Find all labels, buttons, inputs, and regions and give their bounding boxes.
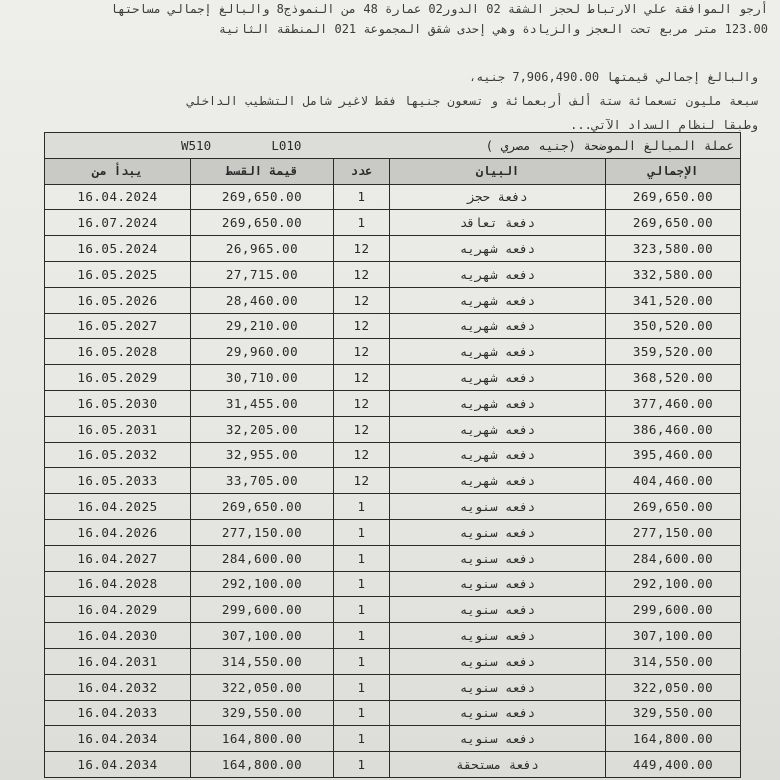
start-date-cell: 16.05.2027 xyxy=(45,313,191,339)
statement-cell: دفعه سنويه xyxy=(390,519,606,545)
installment-cell: 269,650.00 xyxy=(191,494,334,520)
count-cell: 1 xyxy=(334,597,390,623)
total-cell: 368,520.00 xyxy=(606,365,741,391)
intro-line-4: سبعة مليون تسعمائة ستة ألف أربعمائة و تسعون جنيها فقط لاغير شامل التشطيب الداخلي xyxy=(187,94,758,108)
count-cell: 1 xyxy=(334,210,390,236)
table-title-row xyxy=(45,133,741,159)
installment-cell: 30,710.00 xyxy=(191,365,334,391)
start-date-cell: 16.04.2030 xyxy=(45,623,191,649)
installment-cell: 31,455.00 xyxy=(191,390,334,416)
start-date-cell: 16.07.2024 xyxy=(45,210,191,236)
table-row xyxy=(45,287,741,313)
table-row xyxy=(45,752,741,778)
statement-cell: دفعه شهريه xyxy=(390,313,606,339)
total-cell: 292,100.00 xyxy=(606,571,741,597)
statement-cell: دفعه سنويه xyxy=(390,494,606,520)
installment-cell: 299,600.00 xyxy=(191,597,334,623)
count-cell: 12 xyxy=(334,468,390,494)
start-date-cell: 16.05.2033 xyxy=(45,468,191,494)
count-cell: 1 xyxy=(334,571,390,597)
start-date-cell: 16.04.2034 xyxy=(45,752,191,778)
start-date-cell: 16.04.2024 xyxy=(45,184,191,210)
statement-cell: دفعه شهريه xyxy=(390,442,606,468)
table-row xyxy=(45,468,741,494)
total-cell: 322,050.00 xyxy=(606,674,741,700)
intro-line-1: أرجو الموافقة علي الارتباط لحجز الشقة 02 الدور02 عمارة 48 من النموذج8 والبالغ إجمالي مساحتها xyxy=(110,2,768,16)
installment-cell: 292,100.00 xyxy=(191,571,334,597)
statement-cell: دفعه سنويه xyxy=(390,726,606,752)
count-cell: 1 xyxy=(334,519,390,545)
intro-line-3: والبالغ إجمالي قيمتها 7,906,490.00 جنيه، xyxy=(468,70,758,84)
installment-cell: 28,460.00 xyxy=(191,287,334,313)
table-body xyxy=(45,184,741,777)
total-cell: 341,520.00 xyxy=(606,287,741,313)
start-date-cell: 16.04.2033 xyxy=(45,700,191,726)
table-row xyxy=(45,545,741,571)
installment-cell: 277,150.00 xyxy=(191,519,334,545)
statement-cell: دفعه شهريه xyxy=(390,416,606,442)
statement-cell: دفعه شهريه xyxy=(390,236,606,262)
installment-cell: 33,705.00 xyxy=(191,468,334,494)
intro-line-5: وطبقا لنظام السداد الآتي... xyxy=(570,118,758,132)
unit-codes xyxy=(181,138,301,153)
table-row xyxy=(45,442,741,468)
installment-cell: 314,550.00 xyxy=(191,648,334,674)
count-cell: 1 xyxy=(334,494,390,520)
header-start-date: يبدأ من xyxy=(45,158,191,184)
start-date-cell: 16.04.2031 xyxy=(45,648,191,674)
currency-note: عملة المبالغ الموضحة (جنيه مصري ) xyxy=(485,137,734,153)
start-date-cell: 16.04.2029 xyxy=(45,597,191,623)
statement-cell: دفعه سنويه xyxy=(390,571,606,597)
total-cell: 314,550.00 xyxy=(606,648,741,674)
statement-cell: دفعه شهريه xyxy=(390,339,606,365)
total-cell: 284,600.00 xyxy=(606,545,741,571)
count-cell: 12 xyxy=(334,236,390,262)
count-cell: 12 xyxy=(334,416,390,442)
start-date-cell: 16.05.2028 xyxy=(45,339,191,365)
installment-cell: 27,715.00 xyxy=(191,261,334,287)
installment-cell: 164,800.00 xyxy=(191,752,334,778)
start-date-cell: 16.04.2032 xyxy=(45,674,191,700)
table-row xyxy=(45,571,741,597)
total-cell: 164,800.00 xyxy=(606,726,741,752)
start-date-cell: 16.05.2029 xyxy=(45,365,191,391)
statement-cell: دفعه شهريه xyxy=(390,468,606,494)
statement-cell: دفعه شهريه xyxy=(390,287,606,313)
table-row xyxy=(45,726,741,752)
total-cell: 269,650.00 xyxy=(606,494,741,520)
installment-cell: 284,600.00 xyxy=(191,545,334,571)
table-header-row xyxy=(45,158,741,184)
installment-cell: 26,965.00 xyxy=(191,236,334,262)
table-row xyxy=(45,416,741,442)
total-cell: 332,580.00 xyxy=(606,261,741,287)
count-cell: 1 xyxy=(334,545,390,571)
statement-cell: دفعه سنويه xyxy=(390,623,606,649)
installment-cell: 32,955.00 xyxy=(191,442,334,468)
table-row xyxy=(45,519,741,545)
start-date-cell: 16.05.2025 xyxy=(45,261,191,287)
table-title-cell xyxy=(45,133,741,159)
count-cell: 12 xyxy=(334,339,390,365)
total-cell: 277,150.00 xyxy=(606,519,741,545)
count-cell: 12 xyxy=(334,261,390,287)
table-row xyxy=(45,184,741,210)
start-date-cell: 16.05.2026 xyxy=(45,287,191,313)
statement-cell: دفعه شهريه xyxy=(390,390,606,416)
count-cell: 1 xyxy=(334,623,390,649)
statement-cell: دفعه سنويه xyxy=(390,674,606,700)
table-row xyxy=(45,313,741,339)
count-cell: 12 xyxy=(334,390,390,416)
start-date-cell: 16.05.2030 xyxy=(45,390,191,416)
count-cell: 12 xyxy=(334,365,390,391)
statement-cell: دفعة حجز xyxy=(390,184,606,210)
total-cell: 329,550.00 xyxy=(606,700,741,726)
table-row xyxy=(45,210,741,236)
total-cell: 386,460.00 xyxy=(606,416,741,442)
table-row xyxy=(45,261,741,287)
installment-cell: 29,210.00 xyxy=(191,313,334,339)
start-date-cell: 16.04.2025 xyxy=(45,494,191,520)
total-cell: 359,520.00 xyxy=(606,339,741,365)
code-l010: L010 xyxy=(271,137,302,153)
header-installment: قيمة القسط xyxy=(191,158,334,184)
count-cell: 1 xyxy=(334,674,390,700)
table-row xyxy=(45,339,741,365)
installment-cell: 269,650.00 xyxy=(191,184,334,210)
statement-cell: دفعه شهريه xyxy=(390,261,606,287)
installment-cell: 269,650.00 xyxy=(191,210,334,236)
total-cell: 377,460.00 xyxy=(606,390,741,416)
statement-cell: دفعة مستحقة xyxy=(390,752,606,778)
intro-line-2: 123.00 متر مربع تحت العجز والزيادة وهي إحدى شقق المجموعة 021 المنطقة الثانية xyxy=(218,22,768,36)
total-cell: 350,520.00 xyxy=(606,313,741,339)
count-cell: 12 xyxy=(334,287,390,313)
total-cell: 404,460.00 xyxy=(606,468,741,494)
statement-cell: دفعة تعاقد xyxy=(390,210,606,236)
table-row xyxy=(45,648,741,674)
count-cell: 1 xyxy=(334,700,390,726)
statement-cell: دفعه سنويه xyxy=(390,700,606,726)
total-cell: 299,600.00 xyxy=(606,597,741,623)
count-cell: 1 xyxy=(334,184,390,210)
count-cell: 12 xyxy=(334,313,390,339)
statement-cell: دفعه سنويه xyxy=(390,545,606,571)
header-total: الإجمالي xyxy=(606,158,741,184)
table-row xyxy=(45,390,741,416)
header-statement: البيان xyxy=(390,158,606,184)
installment-cell: 329,550.00 xyxy=(191,700,334,726)
installment-cell: 307,100.00 xyxy=(191,623,334,649)
start-date-cell: 16.04.2028 xyxy=(45,571,191,597)
start-date-cell: 16.05.2024 xyxy=(45,236,191,262)
header-count: عدد xyxy=(334,158,390,184)
code-w510: W510 xyxy=(181,137,212,153)
table-row xyxy=(45,494,741,520)
installment-cell: 164,800.00 xyxy=(191,726,334,752)
count-cell: 1 xyxy=(334,648,390,674)
table-row xyxy=(45,623,741,649)
total-cell: 269,650.00 xyxy=(606,210,741,236)
table-row xyxy=(45,236,741,262)
table-row xyxy=(45,674,741,700)
table-row xyxy=(45,597,741,623)
statement-cell: دفعه سنويه xyxy=(390,597,606,623)
count-cell: 1 xyxy=(334,752,390,778)
table-row xyxy=(45,700,741,726)
installment-cell: 322,050.00 xyxy=(191,674,334,700)
start-date-cell: 16.04.2026 xyxy=(45,519,191,545)
total-cell: 323,580.00 xyxy=(606,236,741,262)
installment-cell: 32,205.00 xyxy=(191,416,334,442)
statement-cell: دفعه شهريه xyxy=(390,365,606,391)
total-cell: 269,650.00 xyxy=(606,184,741,210)
count-cell: 1 xyxy=(334,726,390,752)
start-date-cell: 16.05.2032 xyxy=(45,442,191,468)
total-cell: 395,460.00 xyxy=(606,442,741,468)
statement-cell: دفعه سنويه xyxy=(390,648,606,674)
table-row xyxy=(45,365,741,391)
count-cell: 12 xyxy=(334,442,390,468)
start-date-cell: 16.05.2031 xyxy=(45,416,191,442)
total-cell: 307,100.00 xyxy=(606,623,741,649)
start-date-cell: 16.04.2027 xyxy=(45,545,191,571)
total-cell: 449,400.00 xyxy=(606,752,741,778)
installment-cell: 29,960.00 xyxy=(191,339,334,365)
start-date-cell: 16.04.2034 xyxy=(45,726,191,752)
payment-schedule-table xyxy=(44,132,741,778)
